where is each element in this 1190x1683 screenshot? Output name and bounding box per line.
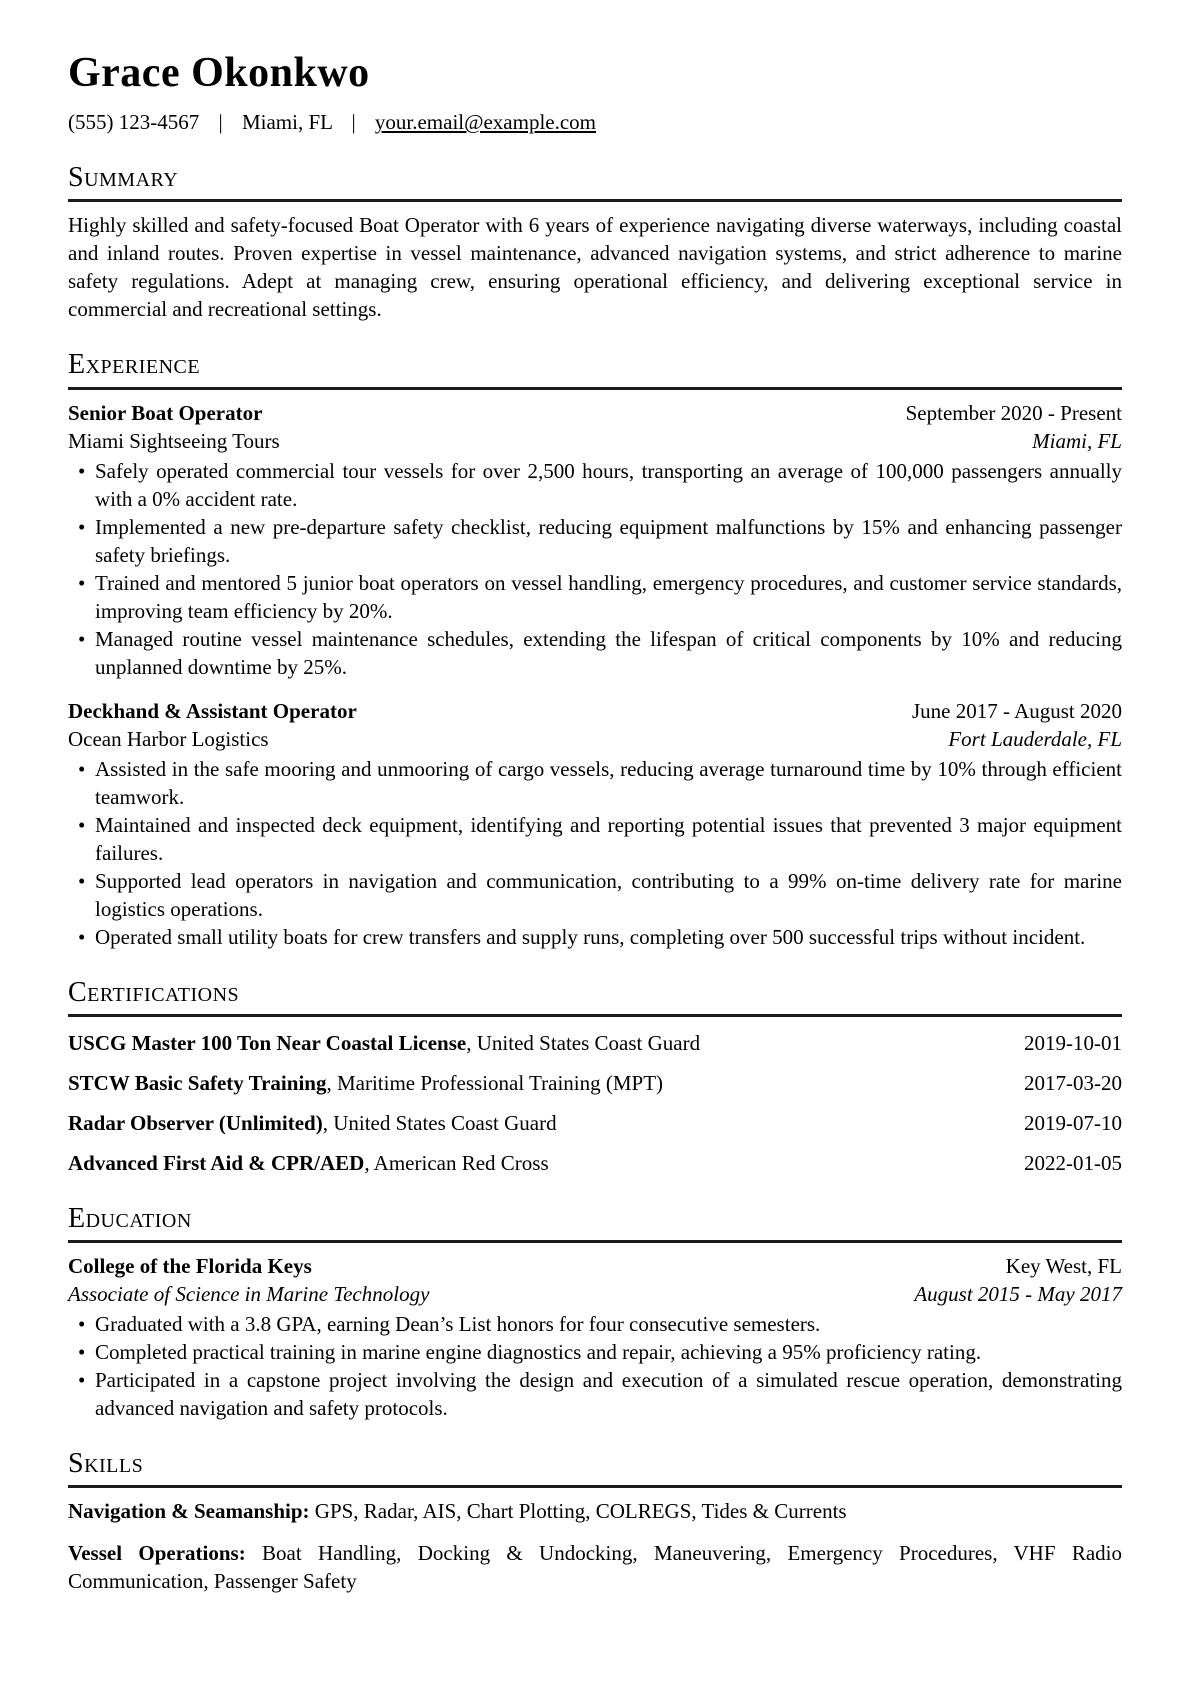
job-location: Miami, FL	[1032, 428, 1122, 453]
job-dates: September 2020 - Present	[905, 400, 1122, 425]
certification-date: 2017-03-20	[1024, 1070, 1122, 1095]
contact-separator: |	[218, 110, 223, 135]
job-company-row	[68, 725, 1122, 753]
contact-line	[68, 108, 1122, 136]
certification-date: 2019-10-01	[1024, 1030, 1122, 1055]
education-bullet-list	[68, 1310, 1122, 1422]
job-company-row	[68, 427, 1122, 455]
skill-list: Boat Handling, Docking & Undocking, Maneuvering, Emergency Procedures, VHF Radio Communication, Passenger Safety	[68, 1541, 1123, 1594]
section-education	[68, 1203, 1122, 1422]
section-title-education: Education	[68, 1202, 192, 1234]
education-school-row	[68, 1252, 1122, 1280]
person-name: Grace Okonkwo	[68, 50, 370, 96]
phone-number: (555) 123-4567	[68, 110, 200, 135]
job-bullet: • Trained and mentored 5 junior boat operators on vessel handling, emergency procedures, and customer service standards, improving team efficiency by 20%.	[68, 569, 1122, 625]
job-bullet-list	[68, 755, 1122, 951]
resume-document	[68, 50, 1122, 1595]
job-bullet-list	[68, 457, 1122, 681]
section-title-skills: Skills	[68, 1447, 144, 1479]
job-title-row	[68, 399, 1122, 427]
education-entry	[68, 1252, 1122, 1422]
degree-name: Associate of Science in Marine Technology	[68, 1281, 430, 1306]
certification-text	[68, 1109, 557, 1137]
education-bullet: • Completed practical training in marine engine diagnostics and repair, achieving a 95% proficiency rating.	[68, 1338, 1122, 1366]
section-certifications	[68, 977, 1122, 1177]
certification-row	[68, 1109, 1122, 1137]
school-location: Key West, FL	[1005, 1253, 1122, 1278]
certification-issuer: , Maritime Professional Training (MPT)	[326, 1070, 664, 1095]
summary-paragraph: Highly skilled and safety-focused Boat Operator with 6 years of experience navigating diverse waterways, including coastal and inland routes. Proven expertise in vessel maintenance, advanced navigation systems, and strict adherence to marine safety regulations. Adept at managing crew, ensuring operational efficiency, and delivering exceptional service in commercial and recreational settings.	[68, 213, 1122, 322]
certification-text	[68, 1069, 663, 1097]
certification-issuer: , American Red Cross	[364, 1150, 549, 1175]
certification-name: USCG Master 100 Ton Near Coastal License	[68, 1030, 467, 1055]
job-title-row	[68, 697, 1122, 725]
job-entry	[68, 697, 1122, 951]
email-link[interactable]: your.email@example.com	[374, 110, 597, 135]
section-rule	[68, 387, 1122, 390]
job-bullet: • Assisted in the safe mooring and unmooring of cargo vessels, reducing average turnaround time by 10% through efficient teamwork.	[68, 755, 1122, 811]
skill-list: GPS, Radar, AIS, Chart Plotting, COLREGS, Tides & Currents	[314, 1499, 847, 1524]
job-company: Miami Sightseeing Tours	[68, 428, 280, 453]
education-bullet: • Graduated with a 3.8 GPA, earning Dean’s List honors for four consecutive semesters.	[68, 1310, 1122, 1338]
contact-separator: |	[351, 110, 356, 135]
section-title-certifications: Certifications	[68, 976, 240, 1008]
certification-row	[68, 1069, 1122, 1097]
job-title: Senior Boat Operator	[68, 400, 263, 425]
section-summary	[68, 162, 1122, 323]
certification-row	[68, 1029, 1122, 1057]
job-dates: June 2017 - August 2020	[912, 698, 1122, 723]
education-dates: August 2015 - May 2017	[914, 1281, 1122, 1306]
certification-date: 2022-01-05	[1024, 1150, 1122, 1175]
job-bullet: • Operated small utility boats for crew transfers and supply runs, completing over 500 successful trips without incident.	[68, 923, 1122, 951]
certification-issuer: , United States Coast Guard	[322, 1110, 557, 1135]
certification-date: 2019-07-10	[1024, 1110, 1122, 1135]
skill-category: Navigation & Seamanship:	[68, 1499, 310, 1524]
education-degree-row	[68, 1280, 1122, 1308]
job-location: Fort Lauderdale, FL	[948, 726, 1122, 751]
section-skills	[68, 1448, 1122, 1595]
section-rule	[68, 1240, 1122, 1243]
job-bullet: • Supported lead operators in navigation and communication, contributing to a 99% on-time delivery rate for marine logistics operations.	[68, 867, 1122, 923]
job-entry	[68, 399, 1122, 681]
section-rule	[68, 199, 1122, 202]
section-rule	[68, 1485, 1122, 1488]
certification-text	[68, 1029, 700, 1057]
job-bullet: • Safely operated commercial tour vessels for over 2,500 hours, transporting an average of 100,000 passengers annually with a 0% accident rate.	[68, 457, 1122, 513]
certification-issuer: , United States Coast Guard	[466, 1030, 701, 1055]
resume-header	[68, 50, 1122, 136]
certification-name: STCW Basic Safety Training	[68, 1070, 327, 1095]
job-bullet: • Implemented a new pre-departure safety checklist, reducing equipment malfunctions by 15% and enhancing passenger safety briefings.	[68, 513, 1122, 569]
section-rule	[68, 1014, 1122, 1017]
school-name: College of the Florida Keys	[68, 1253, 312, 1278]
certification-name: Advanced First Aid & CPR/AED	[68, 1150, 365, 1175]
certification-name: Radar Observer (Unlimited)	[68, 1110, 323, 1135]
location-text: Miami, FL	[241, 110, 333, 135]
skill-line	[68, 1539, 1122, 1595]
job-company: Ocean Harbor Logistics	[68, 726, 269, 751]
section-title-experience: Experience	[68, 349, 201, 381]
skill-category: Vessel Operations:	[68, 1541, 246, 1566]
education-bullet: • Participated in a capstone project involving the design and execution of a simulated rescue operation, demonstrating advanced navigation and safety protocols.	[68, 1366, 1122, 1422]
section-experience	[68, 349, 1122, 950]
certification-text	[68, 1149, 549, 1177]
section-title-summary: Summary	[68, 162, 179, 194]
job-title: Deckhand & Assistant Operator	[68, 698, 357, 723]
job-bullet: • Maintained and inspected deck equipment, identifying and reporting potential issues that prevented 3 major equipment failures.	[68, 811, 1122, 867]
skill-line	[68, 1497, 1122, 1525]
job-bullet: • Managed routine vessel maintenance schedules, extending the lifespan of critical components by 10% and reducing unplanned downtime by 25%.	[68, 625, 1122, 681]
certification-row	[68, 1149, 1122, 1177]
